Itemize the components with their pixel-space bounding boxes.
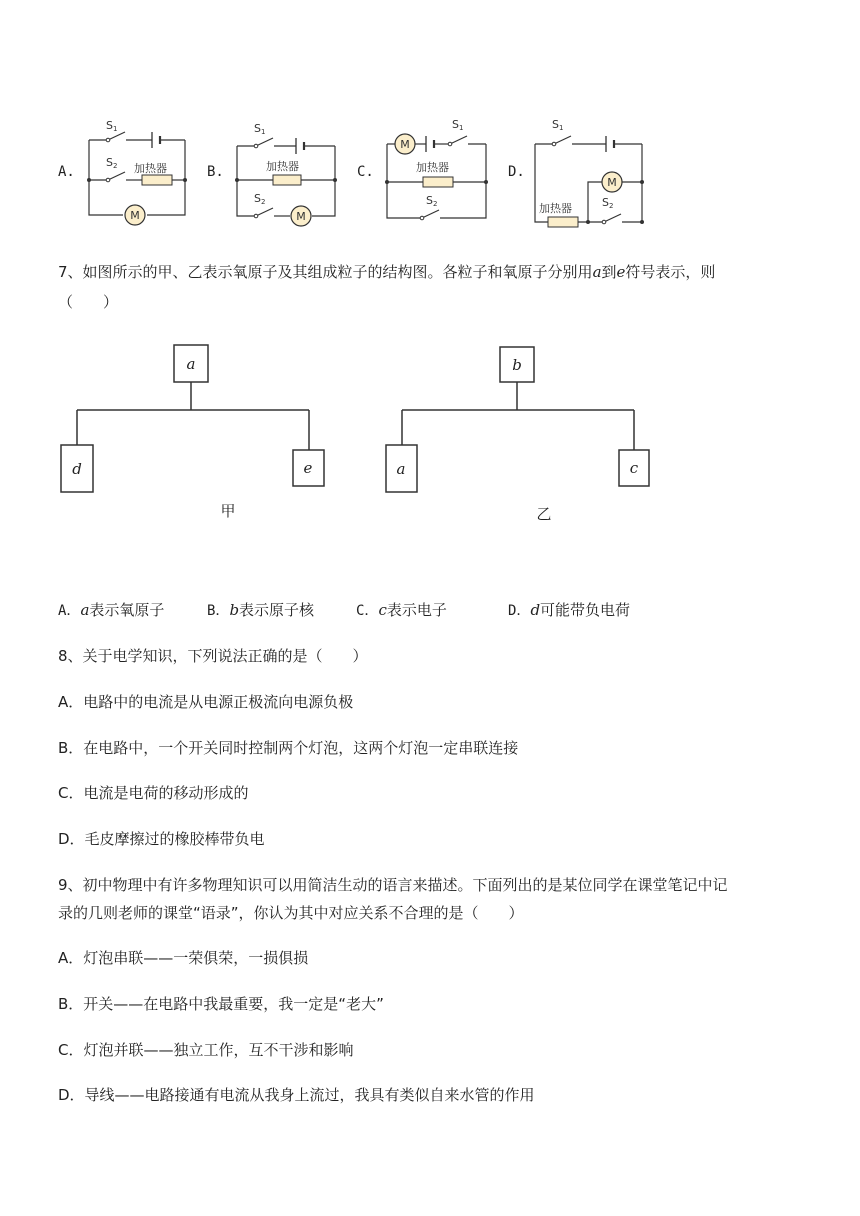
option-letter-a: A. [58, 164, 75, 180]
q7-option-b[interactable]: B．b表示原子核 [207, 601, 315, 619]
svg-text:S: S [426, 194, 433, 207]
atom-structure-diagram [0, 330, 860, 530]
node-b: b [512, 356, 522, 374]
q9-option-d[interactable]: D．导线——电路接通有电流从我身上流过，我具有类似自来水管的作用 [58, 1086, 535, 1104]
option-letter-c: C. [357, 164, 374, 180]
svg-text:S: S [106, 156, 113, 169]
q9-option-b[interactable]: B．开关——在电路中我最重要，我一定是“老大” [58, 995, 384, 1013]
motor-icon: M [607, 176, 617, 189]
motor-icon: M [130, 209, 140, 222]
q8-option-a[interactable]: A．电路中的电流是从电源正极流向电源负极 [58, 693, 354, 711]
motor-icon: M [400, 138, 410, 151]
q7-stem-line1: 7、如图所示的甲、乙表示氧原子及其组成粒子的结构图。各粒子和氧原子分别用a到e符号表示，则 [58, 263, 716, 281]
heater-label: 加热器 [539, 202, 572, 215]
caption-yi: 乙 [536, 505, 552, 523]
option-letter-d: D. [508, 164, 525, 180]
q7-option-a[interactable]: A．a表示氧原子 [58, 601, 165, 619]
option-letter-b: B. [207, 164, 224, 180]
heater-label: 加热器 [134, 162, 167, 175]
circuit-d [530, 112, 650, 234]
heater-label: 加热器 [266, 160, 299, 173]
circuit-a [84, 112, 194, 232]
q9-option-c[interactable]: C．灯泡并联——独立工作，互不干涉和影响 [58, 1041, 354, 1059]
node-c: c [629, 459, 639, 477]
q7-paren: （ ） [58, 293, 119, 311]
q9-option-a[interactable]: A．灯泡串联——一荣俱荣，一损俱损 [58, 949, 309, 967]
svg-text:S: S [106, 119, 113, 132]
svg-text:S: S [602, 196, 609, 209]
heater-label: 加热器 [416, 161, 449, 174]
q9-stem-line2: 录的几则老师的课堂“语录”，你认为其中对应关系不合理的是（ ） [58, 904, 524, 922]
node-e: e [303, 459, 313, 477]
svg-text:2: 2 [261, 198, 266, 206]
svg-text:1: 1 [113, 125, 118, 133]
svg-text:S: S [552, 118, 559, 131]
svg-text:2: 2 [609, 202, 614, 210]
svg-text:1: 1 [559, 124, 564, 132]
q8-stem: 8、关于电学知识，下列说法正确的是（ ） [58, 647, 368, 665]
svg-text:S: S [254, 122, 261, 135]
q8-option-d[interactable]: D．毛皮摩擦过的橡胶棒带负电 [58, 830, 265, 848]
svg-text:1: 1 [459, 124, 464, 132]
svg-text:S: S [254, 192, 261, 205]
node-a-top: a [186, 355, 196, 373]
q8-option-c[interactable]: C．电流是电荷的移动形成的 [58, 784, 249, 802]
q8-option-b[interactable]: B．在电路中，一个开关同时控制两个灯泡，这两个灯泡一定串联连接 [58, 739, 519, 757]
svg-text:2: 2 [113, 162, 118, 170]
motor-icon: M [296, 210, 306, 223]
node-a-bottom: a [396, 460, 406, 478]
q7-option-c[interactable]: C．c表示电子 [356, 601, 447, 619]
svg-text:2: 2 [433, 200, 438, 208]
circuit-b [232, 112, 344, 232]
svg-text:S: S [452, 118, 459, 131]
circuit-c [382, 112, 494, 232]
svg-text:1: 1 [261, 128, 266, 136]
caption-jia: 甲 [220, 502, 236, 520]
q7-option-d[interactable]: D．d可能带负电荷 [508, 601, 631, 619]
node-d: d [72, 460, 82, 478]
q9-stem-line1: 9、初中物理中有许多物理知识可以用简洁生动的语言来描述。下面列出的是某位同学在课堂笔记中记 [58, 876, 728, 894]
